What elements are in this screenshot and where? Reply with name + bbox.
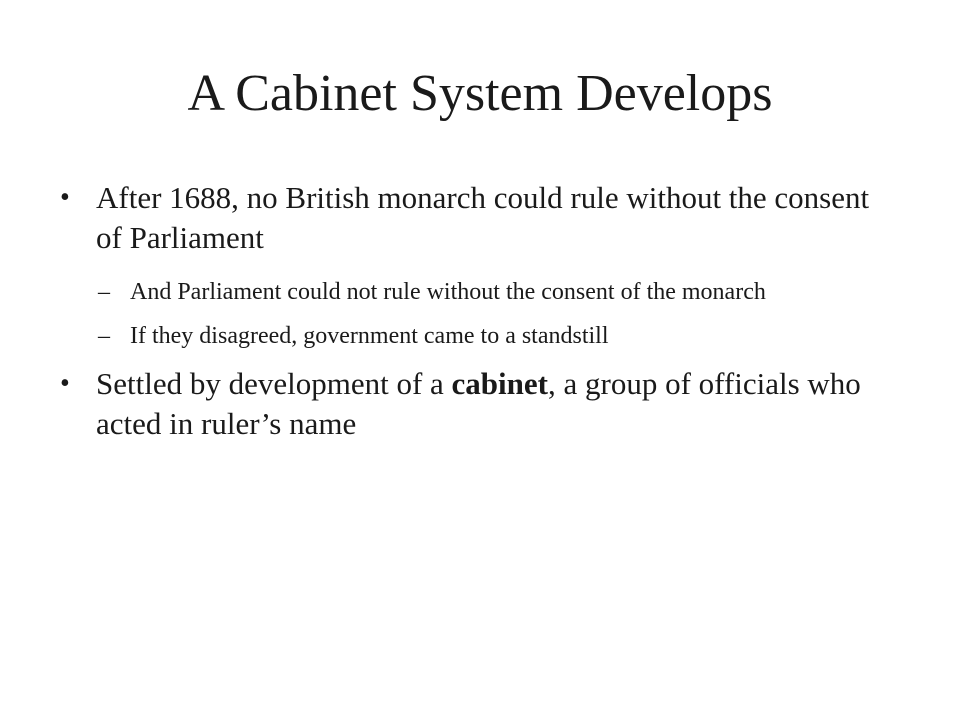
bullet-text-after: , a group of officials who acted in ruler’s name	[96, 366, 861, 441]
bullet-text-before: Settled by development of a	[96, 366, 452, 401]
bullet-marker: •	[60, 182, 70, 213]
sub-bullet-marker: –	[98, 279, 110, 305]
sub-bullet-text: And Parliament could not rule without the consent of the monarch	[130, 279, 766, 305]
sub-bullet-item	[98, 320, 880, 352]
sub-bullet-item	[98, 276, 880, 308]
sub-bullet-text: If they disagreed, government came to a standstill	[130, 323, 609, 349]
bullet-item	[60, 364, 880, 444]
slide-title: A Cabinet System Develops	[187, 65, 773, 122]
sub-bullet-marker: –	[98, 323, 110, 349]
bullet-bold-term: cabinet	[451, 366, 548, 401]
bullet-marker: •	[60, 368, 70, 399]
bullet-text: After 1688, no British monarch could rule without the consent of Parliament	[96, 180, 870, 255]
bullet-item	[60, 178, 880, 258]
slide-body	[60, 178, 880, 444]
